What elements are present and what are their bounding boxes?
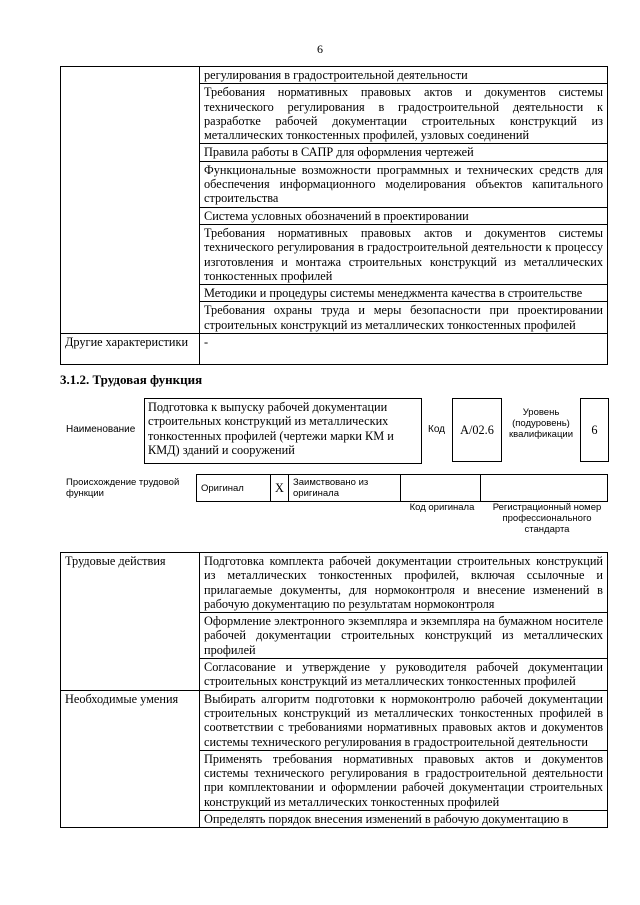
labor-actions-label: Трудовые действия	[61, 553, 200, 691]
section-heading: 3.1.2. Трудовая функция	[60, 372, 203, 387]
level-label: Уровень (подуровень) квалификации	[508, 407, 574, 440]
name-value: Подготовка к выпуску рабочей документации строительных конструкций из металлических тонкостенных профилей (чертежи марки КМ и КМД) зданий и сооружений	[144, 398, 422, 464]
skill-item: Определять порядок внесения изменений в рабочую документацию в	[200, 811, 608, 828]
labor-action-item: Согласование и утверждение у руководителя рабочей документации строительных конструкций из металлических тонкостенных профилей	[200, 659, 608, 691]
reg-number-cell	[481, 475, 608, 502]
other-characteristics-value: -	[200, 334, 608, 365]
knowledge-item: Функциональные возможности программных и технических средств для обеспечения информационного моделирования объектов капитального строительства	[200, 161, 608, 207]
name-label: Наименование	[66, 424, 136, 435]
knowledge-table	[60, 66, 608, 365]
knowledge-item: Требования нормативных правовых актов и документов системы технического регулирования в градостроительной деятельности к разработке рабочей документации строительных конструкций из металлических тонкостенных профилей, узловых соединений	[200, 84, 608, 144]
labor-function-table	[60, 552, 608, 828]
level-value: 6	[580, 398, 609, 462]
knowledge-label-cell	[61, 67, 200, 334]
code-value: А/02.6	[452, 398, 502, 462]
knowledge-item: Правила работы в САПР для оформления чертежей	[200, 144, 608, 161]
original-mark: X	[271, 475, 289, 502]
knowledge-item: Требования охраны труда и меры безопасности при проектировании строительных конструкций из металлических тонкостенных профилей	[200, 302, 608, 334]
knowledge-item: Методики и процедуры системы менеджмента качества в строительстве	[200, 285, 608, 302]
origin-label: Происхождение трудовой функции	[66, 477, 180, 499]
knowledge-item: регулирования в градостроительной деятельности	[200, 67, 608, 84]
skill-item: Выбирать алгоритм подготовки к нормоконтролю рабочей документации строительных конструкций из металлических тонкостенных профилей в соответствии с требованиями нормативных правовых актов и документов системы технического регулирования в градостроительной деятельности	[200, 690, 608, 750]
other-characteristics-label: Другие характеристики	[61, 334, 200, 365]
skills-label: Необходимые умения	[61, 690, 200, 828]
original-label: Оригинал	[197, 475, 271, 502]
code-original-label: Код оригинала	[409, 502, 475, 513]
skill-item: Применять требования нормативных правовых актов и документов системы технического регулирования в градостроительной деятельности при комплектовании и оформлении рабочей документации строительных конструкций из металлических тонкостенных профилей	[200, 750, 608, 810]
reg-number-label: Регистрационный номер профессионального стандарта	[492, 502, 602, 535]
knowledge-item: Требования нормативных правовых актов и документов системы технического регулирования в градостроительной деятельности к процессу изготовления и монтажа строительных конструкций из металлических тонкостенных профилей	[200, 224, 608, 284]
knowledge-item: Система условных обозначений в проектировании	[200, 207, 608, 224]
code-original-cell	[401, 475, 481, 502]
code-label: Код	[428, 424, 446, 435]
labor-action-item: Оформление электронного экземпляра и экземпляра на бумажном носителе рабочей документации строительных конструкций из металлических профилей	[200, 613, 608, 659]
origin-table	[196, 474, 608, 502]
borrowed-label: Заимствовано из оригинала	[289, 475, 401, 502]
labor-action-item: Подготовка комплекта рабочей документации строительных конструкций из металлических тонкостенных профилей, включая ссылочные и прилагаемые документы, для нормоконтроля и внесение изменений в рабочую документацию по результатам нормоконтроля	[200, 553, 608, 613]
page-number: 6	[317, 42, 323, 56]
